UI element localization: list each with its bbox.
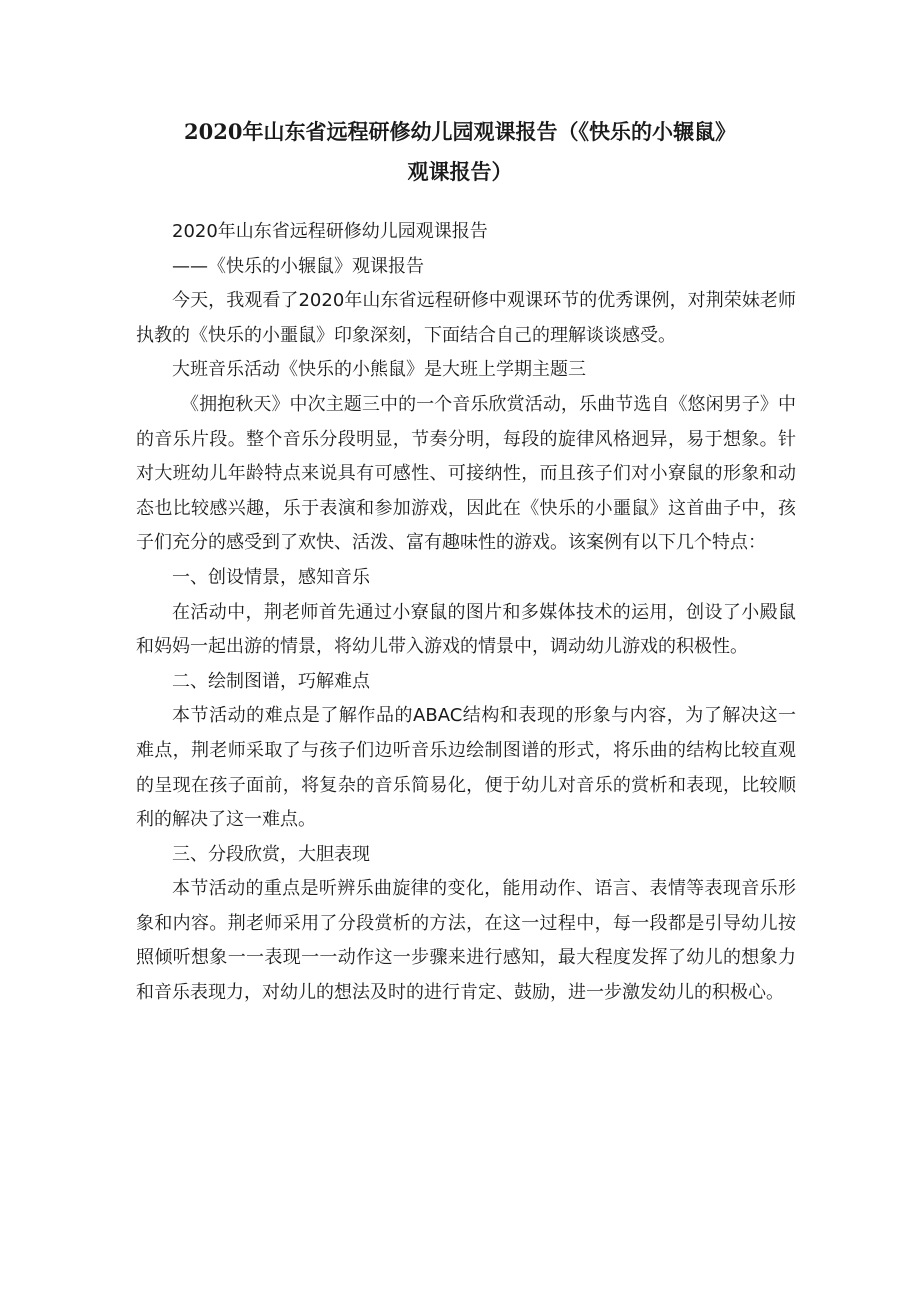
subtitle-line: 2020年山东省远程研修幼儿园观课报告 [172,221,488,242]
body-paragraph: 本节活动的难点是了解作品的ABAC结构和表现的形象与内容，为了解决这一难点，荆老师采取了与孩子们边听音乐边绘制图谱的形式，将乐曲的结构比较直观的呈现在孩子面前，将复杂的音乐简易化，便于幼儿对音乐的赏析和表现，比较顺利的解决了这一难点。 [136,705,796,831]
section-heading: 三、分段欣赏，大胆表现 [172,843,370,865]
section-heading: 二、绘制图谱，巧解难点 [172,670,370,692]
document-body [136,215,796,1011]
body-paragraph: 在活动中，荆老师首先通过小寮鼠的图片和多媒体技术的运用，创设了小殿鼠和妈妈一起出游的情景，将幼儿带入游戏的情景中，调动幼儿游戏的积极性。 [136,601,796,658]
body-paragraph: 《拥抱秋天》中次主题三中的一个音乐欣赏活动，乐曲节选自《悠闲男子》中的音乐片段。整个音乐分段明显，节奏分明，每段的旋律风格迥异，易于想象。针对大班幼儿年龄特点来说具有可感性、可接纳性，而且孩子们对小寮鼠的形象和动态也比较感兴趣，乐于表演和参加游戏，因此在《快乐的小噩鼠》这首曲子中，孩子们充分的感受到了欢快、活泼、富有趣味性的游戏。该案例有以下几个特点： [136,393,796,554]
title-line-1: 2020年山东省远程研修幼儿园观课报告（《快乐的小辗鼠》 [184,119,736,144]
body-paragraph: 今天，我观看了2020年山东省远程研修中观课环节的优秀课例，对荆荣妹老师执教的《快乐的小噩鼠》印象深刻，下面结合自己的理解谈谈感受。 [136,290,796,346]
section-heading: 一、创设情景，感知音乐 [172,566,370,588]
body-paragraph: 本节活动的重点是听辨乐曲旋律的变化，能用动作、语言、表情等表现音乐形象和内容。荆老师采用了分段赏析的方法，在这一过程中，每一段都是引导幼儿按照倾听想象一一表现一一动作这一步骤来进行感知，最大程度发挥了幼儿的想象力和音乐表现力，对幼儿的想法及时的进行肯定、鼓励，进一步激发幼儿的积极心。 [136,878,796,1004]
body-paragraph: 大班音乐活动《快乐的小熊鼠》是大班上学期主题三 [172,359,586,381]
document-title [130,112,790,192]
subtitle-line: ——《快乐的小辗鼠》观课报告 [172,255,424,277]
title-line-2: 观课报告） [407,159,513,184]
